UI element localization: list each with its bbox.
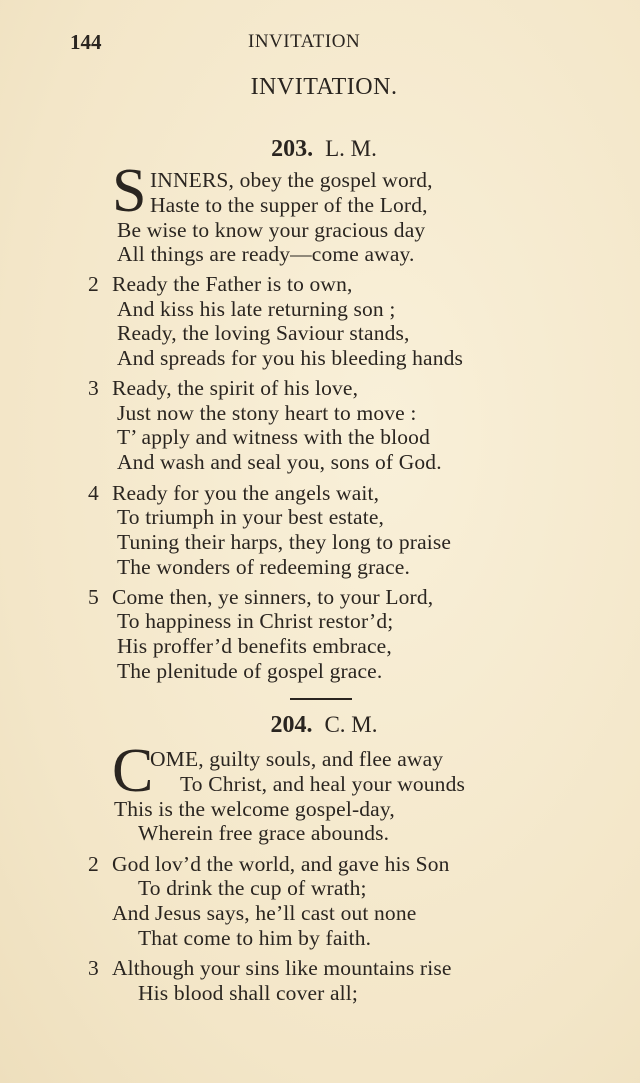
verse-line: Ready, the spirit of his love, [112, 376, 359, 400]
verse-line: Be wise to know your gracious day [117, 218, 426, 242]
verse-line: Come then, ye sinners, to your Lord, [112, 585, 434, 609]
verse-line: Ready, the loving Saviour stands, [117, 321, 410, 345]
verse-line: Wherein free grace abounds. [138, 821, 390, 845]
verse-line: Haste to the supper of the Lord, [150, 193, 428, 217]
verse-line: Although your sins like mountains rise [112, 956, 452, 980]
page-number: 144 [70, 30, 102, 54]
verse-line: The wonders of redeeming grace. [117, 555, 410, 579]
drop-cap: C [112, 737, 154, 805]
verse-line: And Jesus says, he’ll cast out none [112, 901, 417, 925]
verse-line: His proffer’d benefits embrace, [117, 634, 392, 658]
page-header [0, 30, 640, 60]
verse-line: OME, guilty souls, and flee away [150, 747, 444, 771]
verse-line: To triumph in your best estate, [117, 505, 385, 529]
hymn-heading-204 [0, 712, 640, 739]
hymn-number: 203. [271, 136, 314, 162]
verse-line: And spreads for you his bleeding hands [117, 346, 464, 370]
stanza-number: 2 [88, 852, 99, 876]
hymn-divider [290, 698, 352, 700]
stanza-number: 4 [88, 481, 99, 505]
verse-line: This is the welcome gospel-day, [114, 797, 395, 821]
verse-line: To happiness in Christ restor’d; [117, 609, 394, 633]
drop-cap: S [112, 157, 147, 225]
verse-line: To drink the cup of wrath; [138, 876, 367, 900]
hymn-number: 204. [270, 712, 313, 738]
verse-line: And kiss his late returning son ; [117, 297, 396, 321]
verse-line: Ready for you the angels wait, [112, 481, 380, 505]
section-title: INVITATION. [250, 74, 398, 100]
verse-line: INNERS, obey the gospel word, [150, 168, 433, 192]
hymn-heading-203 [0, 136, 640, 163]
stanza-number: 2 [88, 272, 99, 296]
hymn-meter: L. M. [325, 136, 377, 161]
hymn-meter: C. M. [324, 712, 378, 737]
stanza-number: 5 [88, 585, 99, 609]
verse-line: The plenitude of gospel grace. [117, 659, 383, 683]
verse-line: That come to him by faith. [138, 926, 372, 950]
running-head: INVITATION [248, 31, 361, 52]
verse-line: And wash and seal you, sons of God. [117, 450, 442, 474]
verse-line: Just now the stony heart to move : [117, 401, 417, 425]
verse-line: T’ apply and witness with the blood [117, 425, 430, 449]
verse-line: Tuning their harps, they long to praise [117, 530, 452, 554]
verse-line: Ready the Father is to own, [112, 272, 353, 296]
verse-line: To Christ, and heal your wounds [180, 772, 466, 796]
stanza-number: 3 [88, 956, 99, 980]
verse-line: God lov’d the world, and gave his Son [112, 852, 450, 876]
stanza-number: 3 [88, 376, 99, 400]
verse-line: All things are ready—come away. [117, 242, 415, 266]
verse-line: His blood shall cover all; [138, 981, 359, 1005]
